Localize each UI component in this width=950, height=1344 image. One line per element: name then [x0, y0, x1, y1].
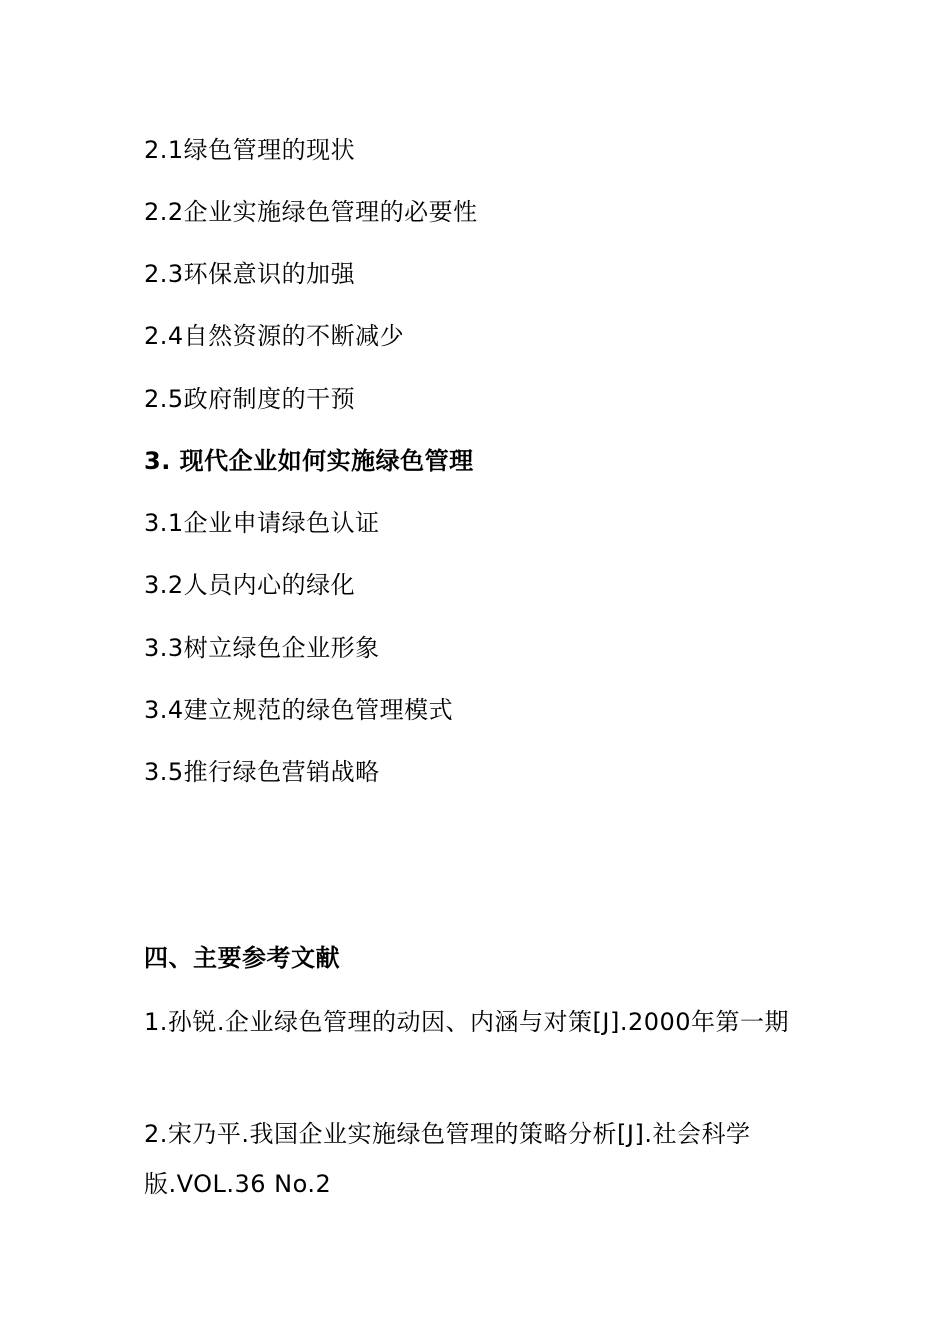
toc-item-2-2: 2.2企业实施绿色管理的必要性	[144, 198, 478, 226]
reference-item-2: 2.宋乃平.我国企业实施绿色管理的策略分析[J].社会科学版.VOL.36 No.2	[144, 1120, 751, 1198]
toc-item-2-4: 2.4自然资源的不断减少	[144, 322, 405, 350]
reference-item-1: 1.孙锐.企业绿色管理的动因、内涵与对策[J].2000年第一期	[144, 1008, 790, 1036]
toc-item-3-4: 3.4建立规范的绿色管理模式	[144, 696, 454, 724]
toc-item-3-2: 3.2人员内心的绿化	[144, 571, 356, 599]
references-heading: 四、主要参考文献	[144, 944, 340, 972]
toc-item-3-3: 3.3树立绿色企业形象	[144, 634, 380, 662]
toc-item-3-1: 3.1企业申请绿色认证	[144, 509, 380, 537]
section-3-heading: 3. 现代企业如何实施绿色管理	[144, 447, 474, 475]
toc-item-2-1: 2.1绿色管理的现状	[144, 136, 356, 164]
toc-item-2-3: 2.3环保意识的加强	[144, 260, 356, 288]
toc-item-3-5: 3.5推行绿色营销战略	[144, 758, 380, 786]
toc-item-2-5: 2.5政府制度的干预	[144, 385, 356, 413]
